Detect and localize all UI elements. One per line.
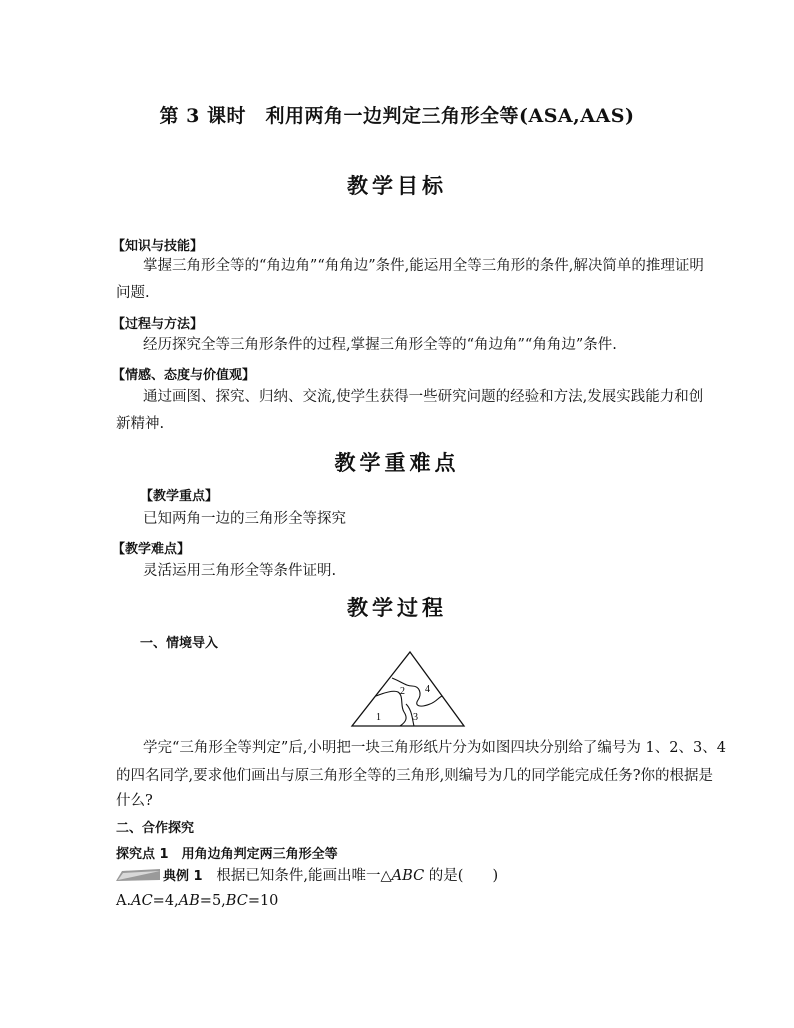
triangle-pieces-figure xyxy=(348,648,468,728)
piece-label-2: 2 xyxy=(400,686,405,697)
process-tag: 【过程与方法】 xyxy=(112,317,204,332)
difficulty-text: 灵活运用三角形全等条件证明. xyxy=(143,563,337,579)
focus-tag: 【教学重点】 xyxy=(140,489,219,504)
triangle-abc: ABC xyxy=(391,868,425,884)
intro-line-1: 学完“三角形全等判定”后,小明把一块三角形纸片分为如图四块分别给了编号为 1、2、3、4 xyxy=(143,740,726,756)
process-text: 经历探究全等三角形条件的过程,掌握三角形全等的“角边角”“角角边”条件. xyxy=(143,337,617,353)
emotion-line-1: 通过画图、探究、归纳、交流,使学生获得一些研究问题的经验和方法,发展实践能力和创 xyxy=(143,389,704,405)
intro-line-3: 什么? xyxy=(116,793,153,809)
explore-point-1: 探究点 1 用角边角判定两三角形全等 xyxy=(116,847,338,862)
difficulty-tag: 【教学难点】 xyxy=(112,542,191,557)
piece-label-3: 3 xyxy=(413,712,418,723)
example-tail: 的是( ) xyxy=(424,868,499,884)
option-a-eq2: =5, xyxy=(199,893,226,909)
example-marker-icon xyxy=(116,868,160,882)
process-heading: 教学过程 xyxy=(347,595,447,620)
triangle-outline xyxy=(352,652,464,726)
knowledge-line-1: 掌握三角形全等的“角边角”“角角边”条件,能运用全等三角形的条件,解决简单的推理证明 xyxy=(143,258,704,274)
objectives-heading: 教学目标 xyxy=(347,173,447,198)
option-a-bc: BC xyxy=(225,893,248,909)
knowledge-tag: 【知识与技能】 xyxy=(112,239,204,254)
piece-label-4: 4 xyxy=(425,684,430,695)
triangle-symbol: △ xyxy=(380,868,392,884)
knowledge-line-2: 问题. xyxy=(116,285,150,301)
option-a-ac: AC xyxy=(131,893,153,909)
emotion-tag: 【情感、态度与价值观】 xyxy=(112,368,256,383)
section-scenario-intro: 一、情境导入 xyxy=(140,636,219,651)
focus-text: 已知两角一边的三角形全等探究 xyxy=(143,511,346,527)
example-text: 根据已知条件,能画出唯一 xyxy=(216,868,381,884)
example-label: 典例 1 xyxy=(163,869,203,884)
example-1-row xyxy=(163,865,498,888)
option-a-prefix: A. xyxy=(116,893,132,909)
keypoints-heading: 教学重难点 xyxy=(334,450,460,475)
piece-label-1: 1 xyxy=(376,712,381,723)
section-cooperative-exploration: 二、合作探究 xyxy=(116,821,195,836)
option-a-eq1: =4, xyxy=(152,893,179,909)
option-a-row xyxy=(116,890,278,912)
lesson-title: 第 3 课时 利用两角一边判定三角形全等(ASA,AAS) xyxy=(159,105,635,127)
option-a-eq3: =10 xyxy=(247,893,279,909)
option-a-ab: AB xyxy=(178,893,200,909)
emotion-line-2: 新精神. xyxy=(116,416,165,432)
intro-line-2: 的四名同学,要求他们画出与原三角形全等的三角形,则编号为几的同学能完成任务?你的根据是 xyxy=(116,768,713,784)
